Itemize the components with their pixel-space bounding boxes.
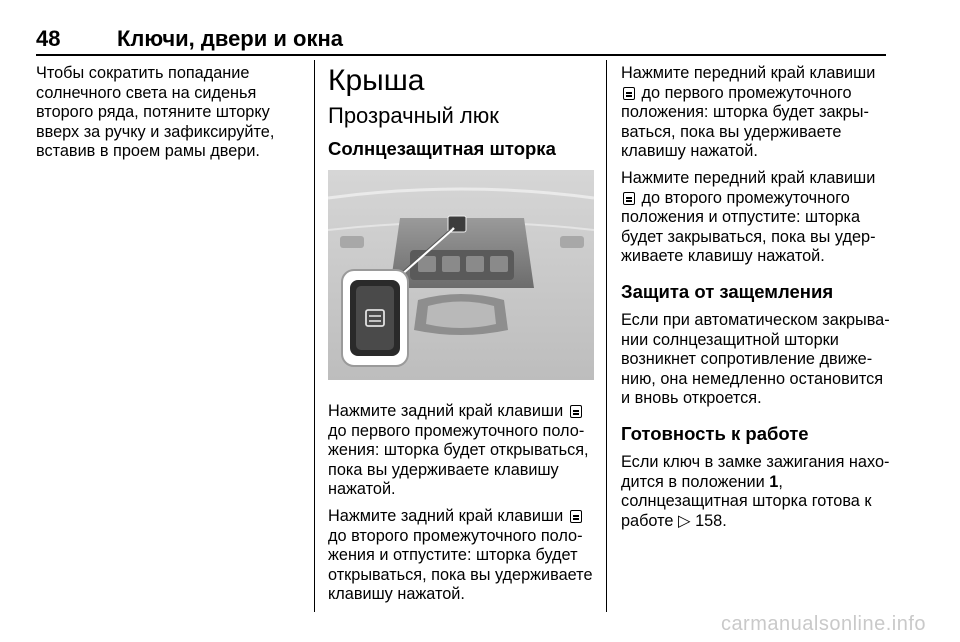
watermark: carmanualsonline.info	[720, 613, 926, 635]
sunshade-switch-illustration	[328, 170, 594, 380]
sunshade-switch-icon	[623, 87, 635, 100]
paragraph-text: Нажмите задний край клавиши	[328, 402, 564, 420]
sunshade-switch-icon	[623, 192, 635, 205]
sunshade-switch-icon	[570, 405, 582, 418]
page-reference-icon[interactable]: ▷	[678, 511, 691, 530]
paragraph-text: до первого промежуточного положения: шторка будет открываться, пока вы удерживаете клавишу нажатой.	[328, 421, 589, 499]
close-second-position-paragraph	[621, 169, 891, 267]
subsection-title: Солнцезащитная шторка	[328, 138, 556, 159]
page-header	[36, 26, 886, 56]
pinch-protection-paragraph: Если при автоматическом закрывании солнцезащитной шторки возникнет сопротивление движению, она немедленно остановится и вновь откроется.	[621, 310, 890, 408]
paragraph-text: Если ключ в замке зажигания находится в положении	[621, 452, 890, 491]
column-divider-1	[314, 60, 315, 612]
readiness-heading: Готовность к работе	[621, 422, 809, 444]
column-1	[36, 64, 306, 169]
pinch-protection-heading: Защита от защемления	[621, 280, 834, 302]
page-number: 48	[36, 26, 61, 51]
readiness-paragraph	[621, 453, 891, 531]
column-3	[621, 64, 891, 538]
column-divider-2	[606, 60, 607, 612]
header-rule	[36, 54, 886, 56]
paragraph-text: до второго промежуточного положения и отпустите: шторка будет закрываться, пока вы удерживаете клавишу нажатой.	[621, 188, 876, 266]
open-first-position-paragraph	[328, 402, 594, 500]
intro-paragraph: Чтобы сократить попадание солнечного света на сиденья второго ряда, потяните шторку вверх за ручку и зафиксируйте, вставив в проем рамы двери.	[36, 64, 275, 161]
section-subtitle: Прозрачный люк	[328, 103, 499, 128]
page-reference-link[interactable]: 158.	[695, 511, 727, 530]
paragraph-text: Нажмите задний край клавиши	[328, 506, 564, 525]
paragraph-text: , солнцезащитная шторка готова к работе	[621, 472, 872, 530]
column-2	[328, 64, 594, 612]
close-first-position-paragraph	[621, 64, 891, 162]
paragraph-text: Нажмите передний край клавиши	[621, 168, 876, 187]
sunshade-switch-icon	[570, 510, 582, 523]
paragraph-text: до первого промежуточного положения: шторка будет закрываться, пока вы удерживаете клавишу нажатой.	[621, 83, 869, 161]
paragraph-text: Нажмите передний край клавиши	[621, 64, 876, 82]
paragraph-text: до второго промежуточного положения и отпустите: шторка будет открываться, пока вы удерживаете клавишу нажатой.	[328, 526, 593, 604]
key-position-number: 1	[769, 472, 779, 491]
open-second-position-paragraph	[328, 507, 594, 605]
section-title: Крыша	[328, 64, 425, 97]
chapter-title: Ключи, двери и окна	[117, 26, 343, 51]
